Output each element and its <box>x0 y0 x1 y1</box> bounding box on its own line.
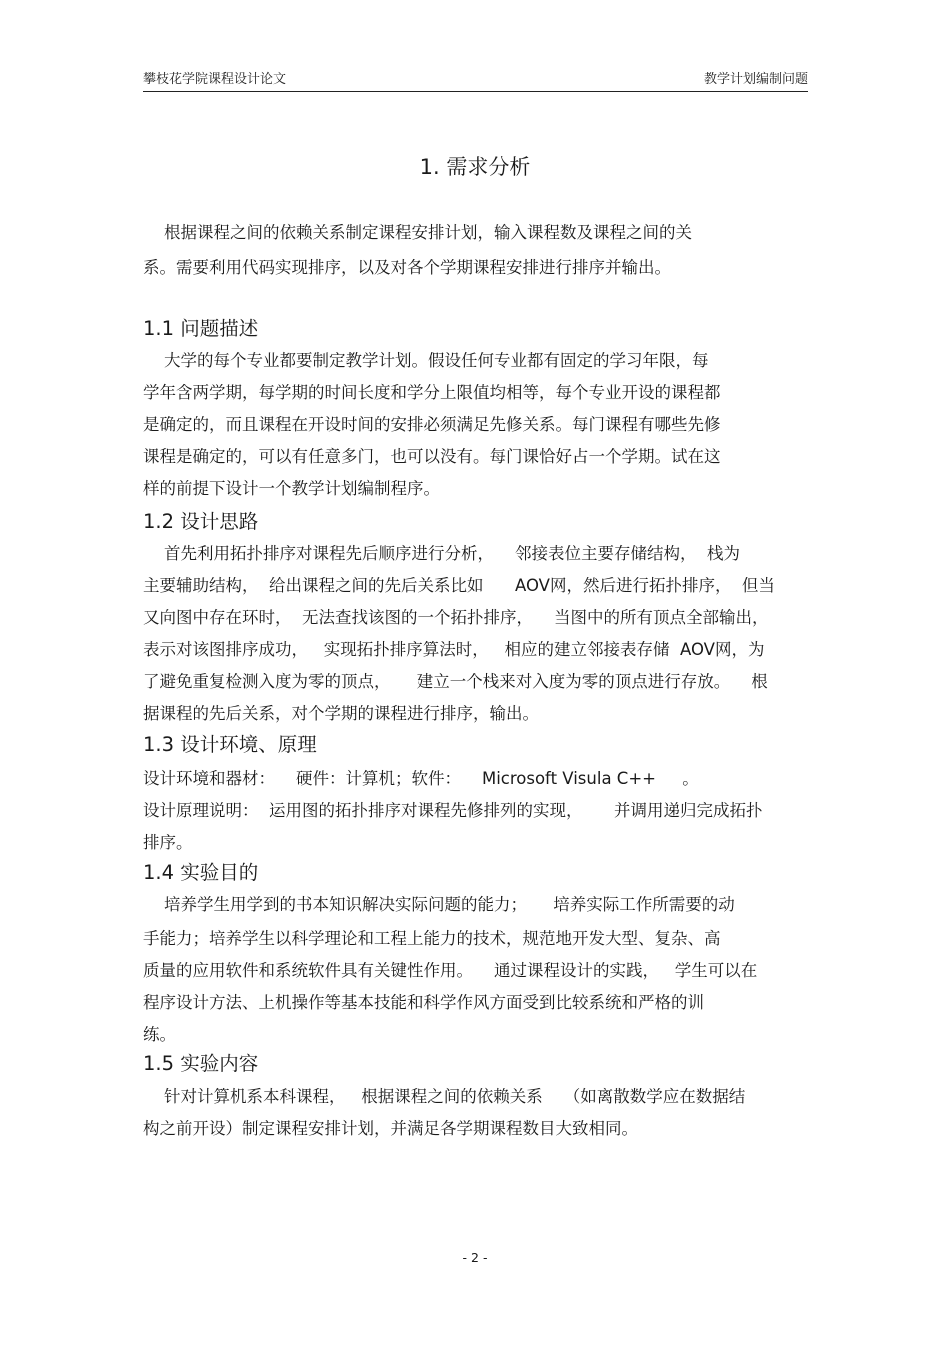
chapter-title: 1. 需求分析 <box>419 155 531 179</box>
intro-line: 系。需要利用代码实现排序，以及对各个学期课程安排进行排序并输出。 <box>143 258 671 277</box>
paragraph-line: 设计原理说明： 运用图的拓扑排序对课程先修排列的实现， 并调用递归完成拓扑 <box>143 801 763 820</box>
header-rule <box>143 91 808 92</box>
section-heading-1-3: 1.3 设计环境、原理 <box>143 733 317 756</box>
section-heading-1-4: 1.4 实验目的 <box>143 861 259 884</box>
paragraph-line: 质量的应用软件和系统软件具有关键性作用。 通过课程设计的实践， 学生可以在 <box>143 961 758 980</box>
header-right-text: 教学计划编制问题 <box>703 72 808 87</box>
section-heading-1-1: 1.1 问题描述 <box>143 317 259 340</box>
paragraph-line: 针对计算机系本科课程， 根据课程之间的依赖关系 （如离散数学应在数据结 <box>143 1087 746 1106</box>
paragraph-line: 表示对该图排序成功， 实现拓扑排序算法时， 相应的建立邻接表存储 AOV网，为 <box>143 640 765 659</box>
intro-line: 根据课程之间的依赖关系制定课程安排计划，输入课程数及课程之间的关 <box>143 223 692 242</box>
paragraph-line: 培养学生用学到的书本知识解决实际问题的能力； 培养实际工作所需要的动 <box>143 895 735 914</box>
paragraph-line: 课程是确定的，可以有任意多门，也可以没有。每门课恰好占一个学期。试在这 <box>143 447 721 466</box>
paragraph-line: 样的前提下设计一个教学计划编制程序。 <box>143 479 440 498</box>
paragraph-line: 了避免重复检测入度为零的顶点， 建立一个栈来对入度为零的顶点进行存放。 根 <box>143 672 768 691</box>
section-heading-1-5: 1.5 实验内容 <box>143 1052 259 1075</box>
paragraph-line: 又向图中存在环时， 无法查找该图的一个拓扑排序， 当图中的所有顶点全部输出， <box>143 608 769 627</box>
paragraph-line: 首先利用拓扑排序对课程先后顺序进行分析， 邻接表位主要存储结构， 栈为 <box>143 544 740 563</box>
section-heading-1-2: 1.2 设计思路 <box>143 510 259 533</box>
paragraph-line: 学年含两学期，每学期的时间长度和学分上限值均相等，每个专业开设的课程都 <box>143 383 721 402</box>
paragraph-line: 是确定的，而且课程在开设时间的安排必须满足先修关系。每门课程有哪些先修 <box>143 415 721 434</box>
page-number: - 2 - <box>462 1250 488 1265</box>
paragraph-line: 排序。 <box>143 833 193 852</box>
paragraph-line: 据课程的先后关系，对个学期的课程进行排序，输出。 <box>143 704 539 723</box>
paragraph-line: 程序设计方法、上机操作等基本技能和科学作风方面受到比较系统和严格的训 <box>143 993 704 1012</box>
paragraph-line: 大学的每个专业都要制定教学计划。假设任何专业都有固定的学习年限，每 <box>143 351 709 370</box>
paragraph-line: 手能力；培养学生以科学理论和工程上能力的技术，规范地开发大型、复杂、高 <box>143 929 721 948</box>
paragraph-line: 练。 <box>143 1025 176 1044</box>
header-left-text: 攀枝花学院课程设计论文 <box>143 72 287 87</box>
paragraph-line: 设计环境和器材： 硬件：计算机；软件： Microsoft Visula C++ 。 <box>143 769 699 788</box>
paragraph-line: 主要辅助结构， 给出课程之间的先后关系比如 AOV网，然后进行拓扑排序， 但当 <box>143 576 775 595</box>
paragraph-line: 构之前开设）制定课程安排计划，并满足各学期课程数目大致相同。 <box>143 1119 638 1138</box>
